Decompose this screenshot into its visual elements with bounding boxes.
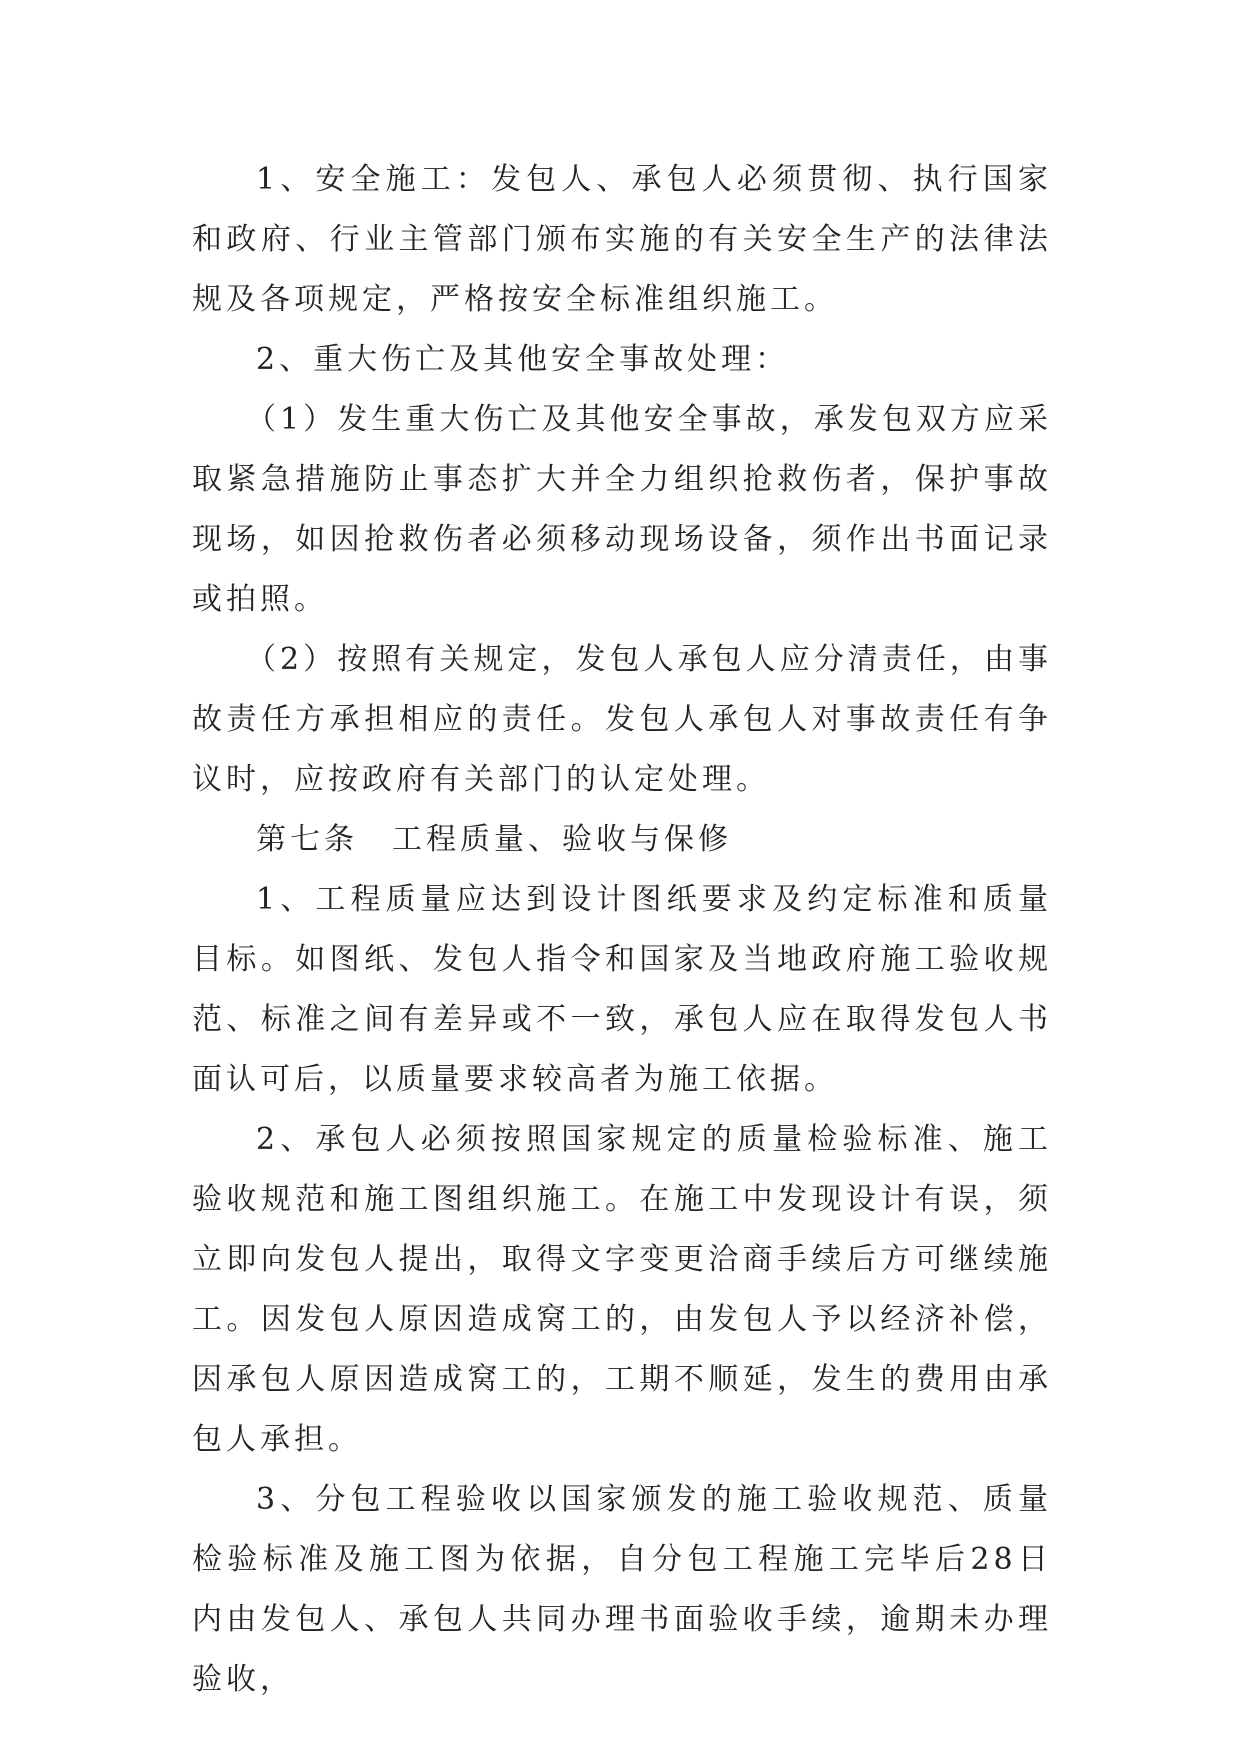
section-heading-article-7: 第七条 工程质量、验收与保修	[256, 822, 732, 857]
paragraph-accident-item-1: （1）发生重大伤亡及其他安全事故，承发包双方应采取紧急措施防止事态扩大并全力组织抢救伤者，保护事故现场，如因抢救伤者必须移动现场设备，须作出书面记录或拍照。	[192, 402, 1052, 617]
paragraph-accident-handling: 2、重大伤亡及其他安全事故处理：	[256, 342, 790, 377]
paragraph-subcontract-acceptance: 3、分包工程验收以国家颁发的施工验收规范、质量检验标准及施工图为依据，自分包工程施工完毕后28日内由发包人、承包人共同办理书面验收手续，逾期未办理验收，	[192, 1482, 1052, 1697]
paragraph-accident-item-2: （2）按照有关规定，发包人承包人应分清责任，由事故责任方承担相应的责任。发包人承包人对事故责任有争议时，应按政府有关部门的认定处理。	[192, 642, 1052, 797]
paragraph-safety-construction: 1、安全施工：发包人、承包人必须贯彻、执行国家和政府、行业主管部门颁布实施的有关安全生产的法律法规及各项规定，严格按安全标准组织施工。	[192, 162, 1052, 317]
document-body	[192, 150, 1052, 1710]
paragraph-quality-inspection: 2、承包人必须按照国家规定的质量检验标准、施工验收规范和施工图组织施工。在施工中发现设计有误，须立即向发包人提出，取得文字变更洽商手续后方可继续施工。因发包人原因造成窝工的，由发包人予以经济补偿，因承包人原因造成窝工的，工期不顺延，发生的费用由承包人承担。	[192, 1122, 1052, 1457]
paragraph-quality-standard: 1、工程质量应达到设计图纸要求及约定标准和质量目标。如图纸、发包人指令和国家及当地政府施工验收规范、标准之间有差异或不一致，承包人应在取得发包人书面认可后，以质量要求较高者为施工依据。	[192, 882, 1052, 1097]
